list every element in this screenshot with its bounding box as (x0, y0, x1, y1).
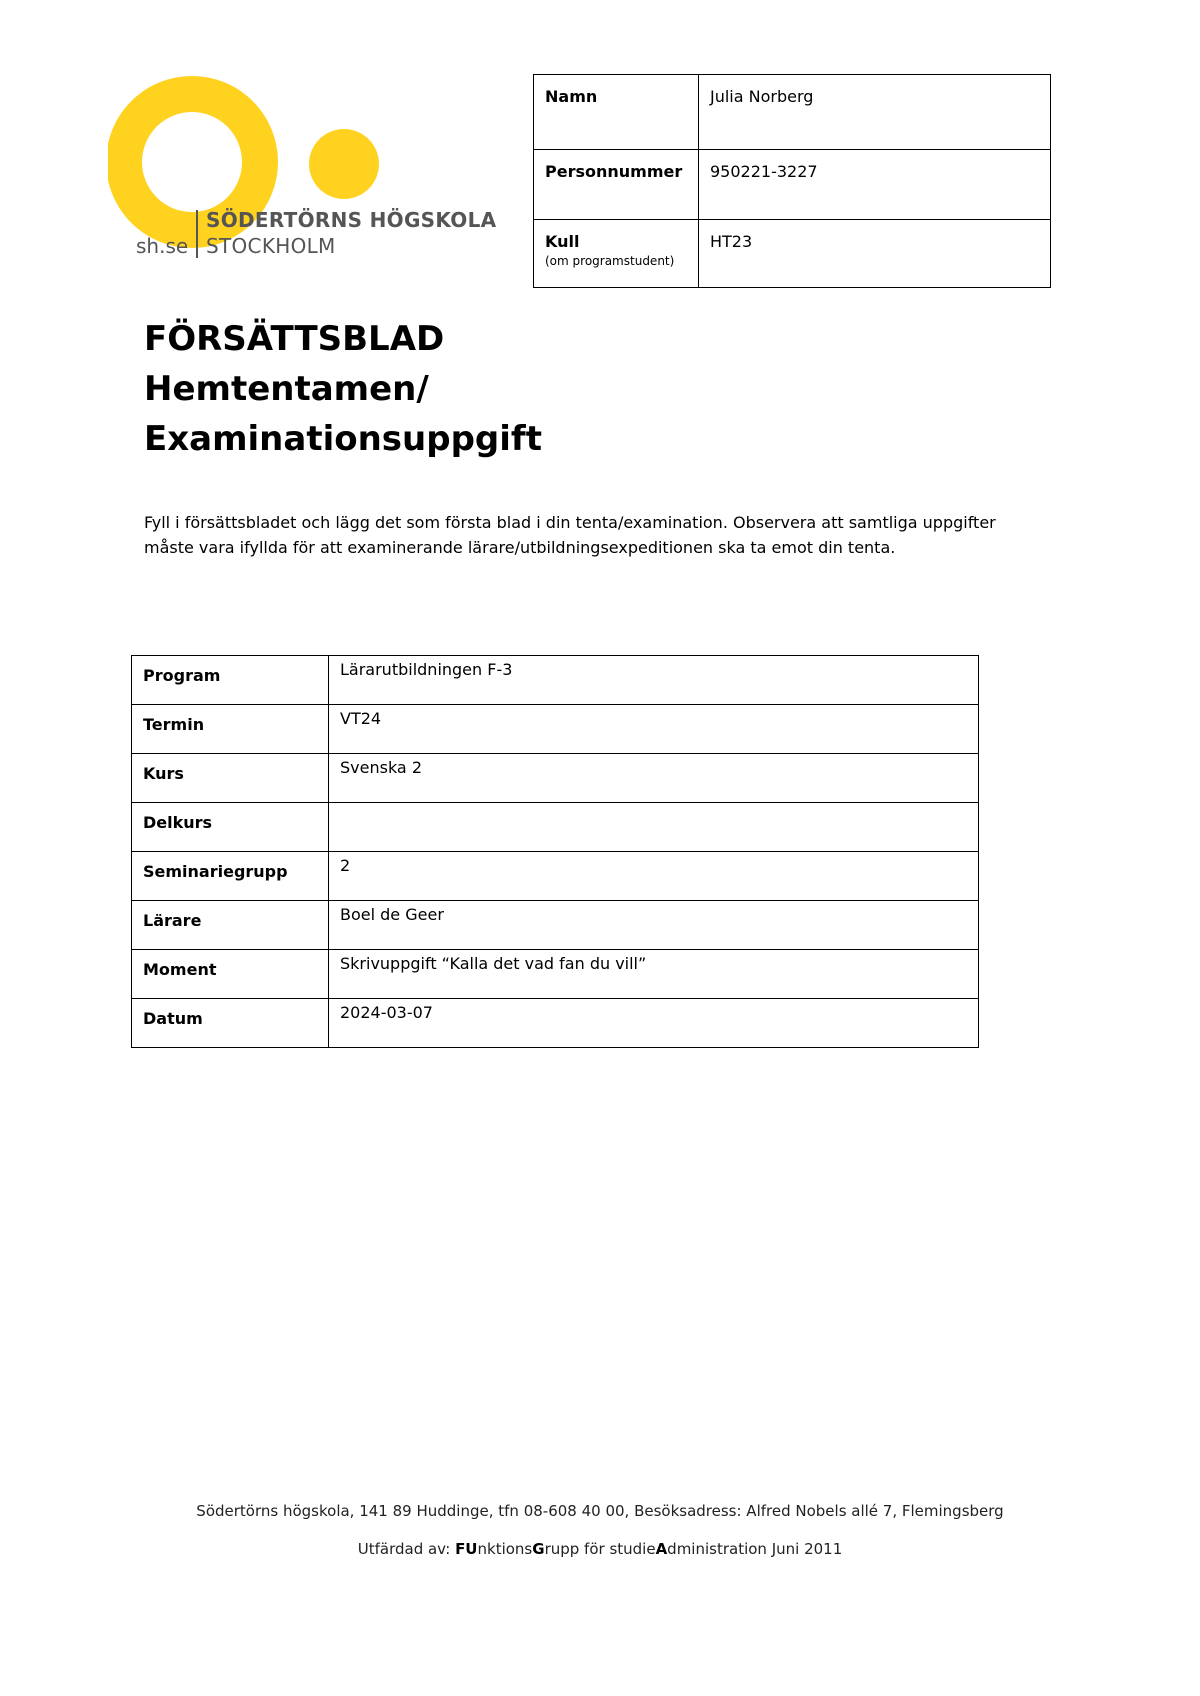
kurs-label: Kurs (132, 754, 329, 803)
kull-label: Kull (545, 232, 580, 251)
datum-label: Datum (132, 999, 329, 1048)
datum-value: 2024-03-07 (329, 999, 979, 1048)
logo-city: STOCKHOLM (206, 234, 336, 258)
table-row (132, 852, 979, 901)
instructions-text: Fyll i försättsbladet och lägg det som första blad i din tenta/examination. Observera att samtliga uppgifter måste vara ifyllda för att examinerande lärare/utbildningsexpeditionen ska ta emot din tenta. (144, 513, 996, 557)
issued-part-a: A (655, 1540, 668, 1558)
table-row (132, 803, 979, 852)
kull-sublabel: (om programstudent) (545, 254, 675, 268)
table-row (534, 220, 1051, 288)
student-info-table (533, 74, 1051, 288)
seminariegrupp-label: Seminariegrupp (132, 852, 329, 901)
moment-value: Skrivuppgift “Kalla det vad fan du vill” (329, 950, 979, 999)
table-row (132, 705, 979, 754)
footer-address: Södertörns högskola, 141 89 Huddinge, tfn 08-608 40 00, Besöksadress: Alfred Nobels allé 7, Flemingsberg (196, 1502, 1004, 1520)
course-info-table (131, 655, 979, 1048)
name-label: Namn (534, 75, 699, 150)
issued-prefix: Utfärdad av: (357, 1540, 456, 1558)
title-line-3: Examinationsuppgift (144, 419, 542, 459)
kull-label-cell (534, 220, 699, 288)
table-row (132, 901, 979, 950)
title-line-1: FÖRSÄTTSBLAD (144, 319, 445, 359)
logo-university-name: SÖDERTÖRNS HÖGSKOLA (206, 208, 497, 232)
program-value: Lärarutbildningen F-3 (329, 656, 979, 705)
table-row (534, 150, 1051, 220)
page-title (144, 314, 542, 464)
kull-value: HT23 (699, 220, 1051, 288)
seminariegrupp-value: 2 (329, 852, 979, 901)
logo-url: sh.se (136, 234, 189, 258)
program-label: Program (132, 656, 329, 705)
issued-part-fu: FU (455, 1540, 478, 1558)
termin-label: Termin (132, 705, 329, 754)
logo-divider (196, 210, 198, 258)
larare-label: Lärare (132, 901, 329, 950)
issued-part-dministration: dministration Juni 2011 (667, 1540, 843, 1558)
delkurs-value (329, 803, 979, 852)
personnummer-label: Personnummer (534, 150, 699, 220)
personnummer-value: 950221-3227 (699, 150, 1051, 220)
name-value: Julia Norberg (699, 75, 1051, 150)
table-row (132, 656, 979, 705)
title-line-2: Hemtentamen/ (144, 369, 429, 409)
larare-value: Boel de Geer (329, 901, 979, 950)
termin-value: VT24 (329, 705, 979, 754)
table-row (132, 754, 979, 803)
delkurs-label: Delkurs (132, 803, 329, 852)
kurs-value: Svenska 2 (329, 754, 979, 803)
table-row (132, 950, 979, 999)
issued-part-nktions: nktions (477, 1540, 533, 1558)
moment-label: Moment (132, 950, 329, 999)
table-row (132, 999, 979, 1048)
issued-part-g: G (532, 1540, 545, 1558)
footer-issued (0, 1540, 1200, 1558)
table-row (534, 75, 1051, 150)
issued-part-rupp: rupp för studie (544, 1540, 656, 1558)
